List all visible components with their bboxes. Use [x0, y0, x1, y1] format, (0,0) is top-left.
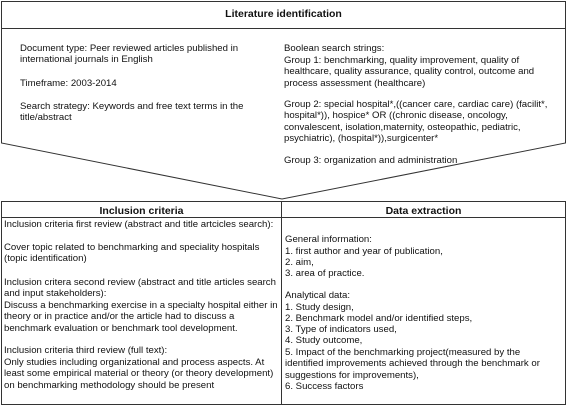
general-item: 2. aim, — [285, 257, 314, 268]
first-review-text: Cover topic related to benchmarking and speciality hospitals (topic identification) — [4, 242, 260, 265]
analytical-item: 3. Type of indicators used, — [285, 324, 397, 335]
analytical-item: 2. Benchmark model and/or identified steps, — [285, 313, 473, 324]
general-item: 3. area of practice. — [285, 268, 365, 279]
group2-text: Group 2: special hospital*,((cancer care, cardiac care) (facilit*, hospital*)), hospice* OR ((chronic disease, oncology, convalescent, isolation,maternity, osteopathic, pediatric, psychiatric), (hospital*)),surgicenter* — [284, 99, 548, 144]
inclusion-criteria-header: Inclusion criteria — [99, 205, 184, 217]
analytical-item: 5. Impact of the benchmarking project(measured by the identified improvements achieved through the benchmark or suggestions for improvements), — [285, 347, 540, 381]
analytical-item: 4. Study outcome, — [285, 335, 363, 346]
group1-text: Group 1: benchmarking, quality improvement, quality of healthcare, quality assurance, quality control, outcome and process assessment (healthcare) — [284, 55, 535, 89]
third-review-text: Only studies including organizational and process aspects. At least some empirical material or theory (or theory development) on benchmarking methodology should be present — [4, 357, 274, 391]
literature-identification-title: Literature identification — [225, 8, 342, 20]
document-type-text: Document type: Peer reviewed articles published in international journals in English — [20, 43, 239, 66]
second-review-text: Discuss a benchmarking exercise in a specialty hospital either in theory or in practice and/or the article had to discuss a benchmark evaluation or benchmark tool development. — [4, 300, 278, 334]
data-extraction-header: Data extraction — [385, 205, 462, 217]
timeframe-text: Timeframe: 2003-2014 — [20, 78, 117, 89]
first-review-heading: Inclusion criteria first review (abstract and title artcicles search): — [4, 219, 274, 230]
analytical-item: 1. Study design, — [285, 302, 354, 313]
second-review-heading: Inclusion critera second review (abstract and title articles search and input stakeholders): — [4, 277, 276, 300]
general-info-heading: General information: — [285, 234, 372, 245]
analytical-item: 6. Success factors — [285, 381, 364, 392]
group3-text: Group 3: organization and administration — [284, 155, 458, 166]
general-item: 1. first author and year of publication, — [285, 246, 443, 257]
analytical-data-heading: Analytical data: — [285, 290, 351, 301]
boolean-heading: Boolean search strings: — [284, 43, 385, 54]
third-review-heading: Inclusion criteria third review (full text): — [4, 345, 168, 356]
search-strategy-text: Search strategy: Keywords and free text terms in the title/abstract — [20, 101, 244, 124]
